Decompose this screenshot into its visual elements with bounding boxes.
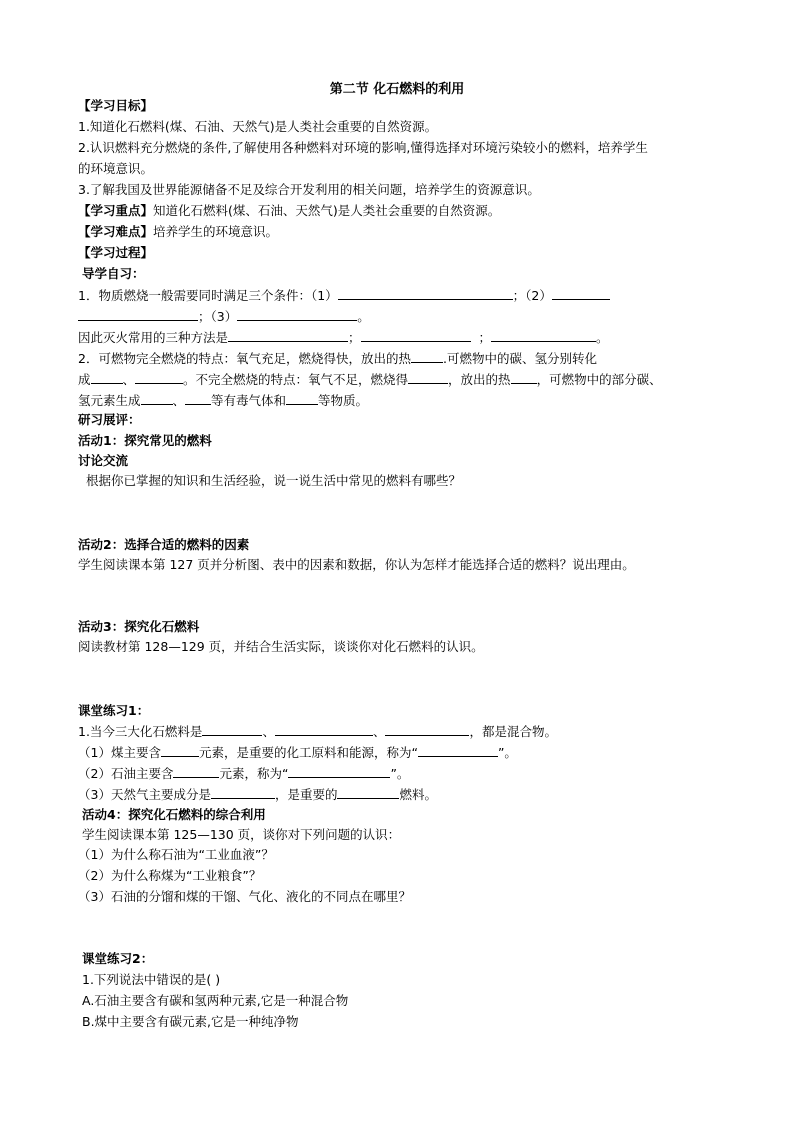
blank-oil-element[interactable] [173,764,219,778]
ex1-p2-text-a: （2）石油主要含 [78,766,174,781]
difficulty [78,223,278,241]
activity1-sub: 讨论交流 [78,453,129,468]
self-study-heading: 导学自习： [82,266,145,281]
ex1-p1-text-b: 元素，是重要的化工原料和能源，称为“ [198,745,418,760]
blank-heat-incomplete[interactable] [511,370,537,384]
page-title: 第二节 化石燃料的利用 [329,82,465,97]
activity4-q3: （3）石油的分馏和煤的干馏、气化、液化的不同点在哪里？ [78,889,411,904]
blank-method-1[interactable] [228,328,348,342]
exercise2-option-a: A.石油主要含有碳和氢两种元素,它是一种混合物 [82,993,349,1008]
blank-coal-name[interactable] [418,743,498,757]
blank-fossil-1[interactable] [202,722,262,736]
blank-condition-2b[interactable] [78,307,198,321]
self-study-q2-line1 [78,349,597,368]
q2-text-c: 成 [78,372,91,387]
self-study-q2-line2 [78,370,662,389]
exercise2-option-b: B.煤中主要含有碳元素,它是一种纯净物 [82,1014,299,1029]
q1-text-a: 1．物质燃烧一般需要同时满足三个条件：（1） [78,288,338,303]
process-heading: 【学习过程】 [78,245,154,260]
q1-end: 。 [357,309,370,324]
ex1-p2-text-c: ”。 [390,766,410,781]
blank-product-2[interactable] [135,370,183,384]
sep: ； [348,330,361,345]
exercise1-heading: 课堂练习1： [78,703,150,718]
q1-text-b: ；（2） [512,288,552,303]
activity1-heading: 活动1：探究常见的燃料 [78,433,212,448]
difficulty-text: 培养学生的环境意识。 [153,224,279,239]
dun: 、 [372,724,386,739]
ex1-p3-text-a: （3）天然气主要成分是 [78,787,211,802]
dun: 、 [172,393,186,408]
objective-item: 1.知道化石燃料(煤、石油、天然气)是人类社会重要的自然资源。 [78,119,438,134]
blank-gas-fuel[interactable] [337,785,399,799]
objective-item: 2.认识燃料充分燃烧的条件,了解使用各种燃料对环境的影响,懂得选择对环境污染较小的燃料，培养学生 [78,140,648,155]
exercise1-p2 [78,764,409,783]
activity3-text: 阅读教材第 128—129 页，并结合生活实际，谈谈你对化石燃料的认识。 [78,639,484,654]
key-point-label: 【学习重点】 [78,203,154,218]
ex1-p3-text-b: ，是重要的 [274,787,338,802]
objectives-heading: 【学习目标】 [78,98,154,113]
q2-text-i: 等物质。 [318,393,369,408]
blank-method-3[interactable] [491,328,596,342]
q2-text-h: 等有毒气体和 [211,393,287,408]
activity4-q1: （1）为什么称石油为“工业血液”？ [78,847,274,862]
activity2-heading: 活动2：选择合适的燃料的因素 [78,537,250,552]
q2-text-b: .可燃物中的碳、氢分别转化 [442,351,597,366]
blank-condition-1[interactable] [338,286,513,300]
ex1-p2-text-b: 元素，称为“ [219,766,289,781]
exercise1-q1 [78,722,557,741]
blank-condition-3[interactable] [237,307,357,321]
dun: 、 [122,372,136,387]
blank-fossil-2[interactable] [275,722,373,736]
blank-fossil-3[interactable] [385,722,469,736]
blank-heat-complete[interactable] [411,349,443,363]
exercise1-p3 [78,785,437,804]
self-study-q1-line3 [78,328,609,347]
review-heading: 研习展评： [78,412,141,427]
q1-text-d: 因此灭火常用的三种方法是 [78,330,229,345]
self-study-q1-line1 [78,286,610,305]
objective-item: 3.了解我国及世界能源储备不足及综合开发利用的相关问题，培养学生的资源意识。 [78,182,540,197]
q2-text-d: 。不完全燃烧的特点：氧气不足，燃烧得 [183,372,409,387]
blank-coal-element[interactable] [161,743,199,757]
blank-burn-speed[interactable] [408,370,448,384]
blank-method-2[interactable] [361,328,471,342]
blank-product-1[interactable] [91,370,123,384]
blank-gas-component[interactable] [211,785,275,799]
ex1-p1-text-c: ”。 [497,745,517,760]
activity2-text: 学生阅读课本第 127 页并分析图、表中的因素和数据，你认为怎样才能选择合适的燃料？说出理由。 [78,557,635,572]
blank-oil-name[interactable] [288,764,390,778]
activity3-heading: 活动3：探究化石燃料 [78,619,200,634]
q2-text-e: ，放出的热 [448,372,511,387]
key-point [78,202,500,220]
self-study-q2-line3 [78,391,368,410]
ex1-q1-text-b: ，都是混合物。 [469,724,557,739]
exercise2-q1: 1.下列说法中错误的是( ) [82,972,221,987]
exercise2-heading: 课堂练习2： [82,951,154,966]
ex1-q1-text-a: 1.当今三大化石燃料是 [78,724,203,739]
self-study-q1-line2 [78,307,370,326]
q1-end: 。 [596,330,609,345]
activity1-text: 根据你已掌握的知识和生活经验，说一说生活中常见的燃料有哪些？ [86,473,462,488]
exercise1-p1 [78,743,517,762]
sep: ； [478,330,491,345]
key-point-text: 知道化石燃料(煤、石油、天然气)是人类社会重要的自然资源。 [153,203,501,218]
ex1-p3-text-c: 燃料。 [399,787,437,802]
objective-item: 的环境意识。 [78,161,154,176]
q2-text-g: 氢元素生成 [78,393,141,408]
q2-text-f: ，可燃物中的部分碳、 [536,372,662,387]
difficulty-label: 【学习难点】 [78,224,154,239]
activity4-intro: 学生阅读课本第 125—130 页，谈你对下列问题的认识： [82,827,401,842]
ex1-p1-text-a: （1）煤主要含 [78,745,161,760]
q1-text-c: ；（3） [198,309,238,324]
dun: 、 [262,724,275,739]
activity4-q2: （2）为什么称煤为“工业粮食”？ [78,868,262,883]
blank-toxic-2[interactable] [185,391,211,405]
blank-other-substance[interactable] [286,391,318,405]
q2-text-a: 2．可燃物完全燃烧的特点：氧气充足，燃烧得快，放出的热 [78,351,411,366]
activity4-heading: 活动4：探究化石燃料的综合利用 [82,807,266,822]
blank-toxic-1[interactable] [141,391,173,405]
blank-condition-2a[interactable] [552,286,610,300]
